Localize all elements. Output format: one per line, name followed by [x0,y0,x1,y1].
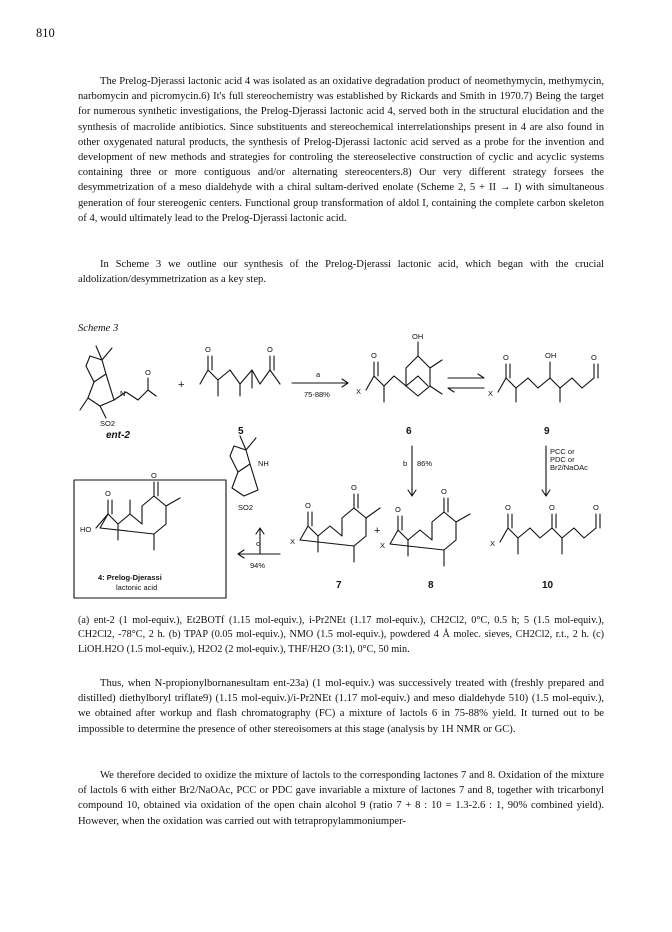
atom-label-o: O [351,483,357,492]
scheme-title: Scheme 3 [78,323,119,334]
oxidation-reagent-3: Br2/NaOAc [550,463,588,472]
scheme-caption-text: (a) ent-2 (1 mol-equiv.), Et2BOTf (1.15 mol-equiv.), i-Pr2NEt (1.17 mol-equiv.), CH2Cl2, 0°C, 0.5 h; 5 (1.5 mol-equiv.), CH2Cl2, -78°C, 2 h. (b) TPAP (0.05 mol-equiv.), NMO (1.5 mol-equiv.), powdered 4 Å molec. sieves, CH2Cl2, r.t., 2 h. (c) LiOH.H2O (1.5 mol-equiv.), H2O2 (2 mol-equiv.), THF/H2O (3:1), 0°C, 50 min. [78,615,604,655]
atom-label-o: O [591,353,597,362]
atom-label-x: X [290,537,296,546]
paragraph-intro-text: The Prelog-Djerassi lactonic acid 4 was isolated as an oxidative degradation product of neomethymycin, methymycin, narbomycin and picromycin.6) It's full stereochemistry was established by Rickards and Smith in 1970.7) Being the target for numerous synthetic investigations, the Prelog-Djerassi lactonic acid 4, served both in the structural elucidation and the synthesis of macrolide antibiotics. Since substituents and stereochemical interrelationships present in 4 are also found in other oxygenated natural products, the synthesis of Prelog-Djerassi lactonic acid served as a probe for the invention and development of new methods and strategies for controling the stereoselective construction of cyclic and acyclic systems containing three or more contiguous and/or alternating stereocenters.8) Our very different strategy forsees the desymmetrization of a meso dialdehyde with a chiral sultam-derived enolate (Scheme 2, 5 + II → I) with simultaneous generation of four stereogenic centers. Functional group transformation of aldol I, containing the complete carbon skeleton of 4, would ultimately lead to the Prelog-Djerassi lactonic acid. [78,76,604,224]
page-number: 810 [36,26,55,40]
arrow-a-yield: 75-88% [304,390,330,399]
atom-label-o: O [105,489,111,498]
compound-5-structure [200,356,280,396]
atom-label-x: X [380,541,386,550]
compound-4-caption-line1: 4: Prelog-Djerassi [98,573,162,582]
reaction-arrow-b [408,446,416,496]
equilibrium-arrows [448,374,484,392]
plus-sign: + [178,379,185,391]
atom-label-o: O [395,505,401,514]
plus-sign: + [374,525,381,537]
atom-label-o: O [151,471,157,480]
compound-ent-2-structure [80,346,156,418]
scheme-caption [78,614,604,657]
atom-label-o: O [593,503,599,512]
arrow-a-letter: a [316,370,321,379]
compound-9-structure [498,362,598,402]
atom-label-oh: OH [412,332,424,341]
atom-label-so2: SO2 [238,503,254,512]
atom-label-o: O [267,345,273,354]
atom-label-so2: SO2 [100,419,116,428]
oxidation-reagent-2: PDC or [550,455,575,464]
compound-8-structure [390,498,470,566]
atom-label-x: X [490,539,496,548]
atom-label-o: O [549,503,555,512]
atom-label-ho: HO [80,525,92,534]
paragraph-aldol [78,676,604,737]
scheme-3-figure [60,330,620,610]
atom-label-o: O [503,353,509,362]
paragraph-oxidation-text: We therefore decided to oxidize the mixture of lactols to the corresponding lactones 7 and 8. Oxidation of the mixture of lactols 6 with either Br2/NaOAc, PCC or PDC gave invariable a mixture of lactones 7 and 8, together with tricarbonyl compound 10, obtained via oxidation of the open chain alcohol 9 (ratio 7 + 8 : 10 = 1.3-2.6 : 1, 90% combined yield). However, when the oxidation was carried out with tetrapropylammoniumper- [78,770,604,827]
compound-label-5: 5 [238,426,244,437]
atom-label-o: O [205,345,211,354]
compound-4-caption-line2: lactonic acid [116,583,158,592]
atom-label-o: O [145,368,151,377]
atom-label-x: X [356,387,362,396]
atom-label-nh: NH [258,459,269,468]
arrow-b-letter: b [403,459,408,468]
compound-label-8: 8 [428,580,434,591]
atom-label-oh: OH [545,351,557,360]
paragraph-intro [78,74,604,226]
paragraph-oxidation [78,768,604,829]
recovered-sultam-structure [230,436,258,496]
atom-label-o: O [371,351,377,360]
compound-label-6: 6 [406,426,412,437]
atom-label-o: O [441,487,447,496]
arrow-b-yield: 86% [417,459,433,468]
paragraph-scheme-intro [78,257,604,287]
paragraph-aldol-text: Thus, when N-propionylbornanesultam ent-23a) (1 mol-equiv.) was successively treated with (freshly prepared and distilled) diethylboryl triflate9) (1.15 mol-equiv.)/i-Pr2NEt (1.17 mol-equiv.) and meso dialdehyde 510) (1.5 mol-equiv.), we obtained after workup and flash chromatography (FC) a mixture of lactols 6 in 75-88% yield. It turned out to be impossible to determine the presence of other stereoisomers at this stage (analysis by 1H NMR or GC). [78,678,604,735]
compound-label-9: 9 [544,426,550,437]
reaction-arrow-a [292,379,348,387]
compound-10-structure [500,514,600,554]
atom-label-o: O [305,501,311,510]
arrow-c-yield: 94% [250,561,266,570]
atom-label-o: O [505,503,511,512]
paragraph-scheme-intro-text: In Scheme 3 we outline our synthesis of the Prelog-Djerassi lactonic acid, which began with the crucial aldolization/desymmetrization as a key step. [78,259,604,286]
arrow-c-letter: c [256,539,260,548]
compound-6-structure [366,342,442,402]
compound-label-10: 10 [542,580,554,591]
atom-label-x: X [488,389,494,398]
reaction-arrow-oxidation [542,446,550,496]
oxidation-reagent-1: PCC or [550,447,575,456]
atom-label-n: N [120,389,126,398]
compound-label-ent-2: ent-2 [106,430,130,441]
compound-7-structure [300,494,380,562]
compound-label-7: 7 [336,580,342,591]
